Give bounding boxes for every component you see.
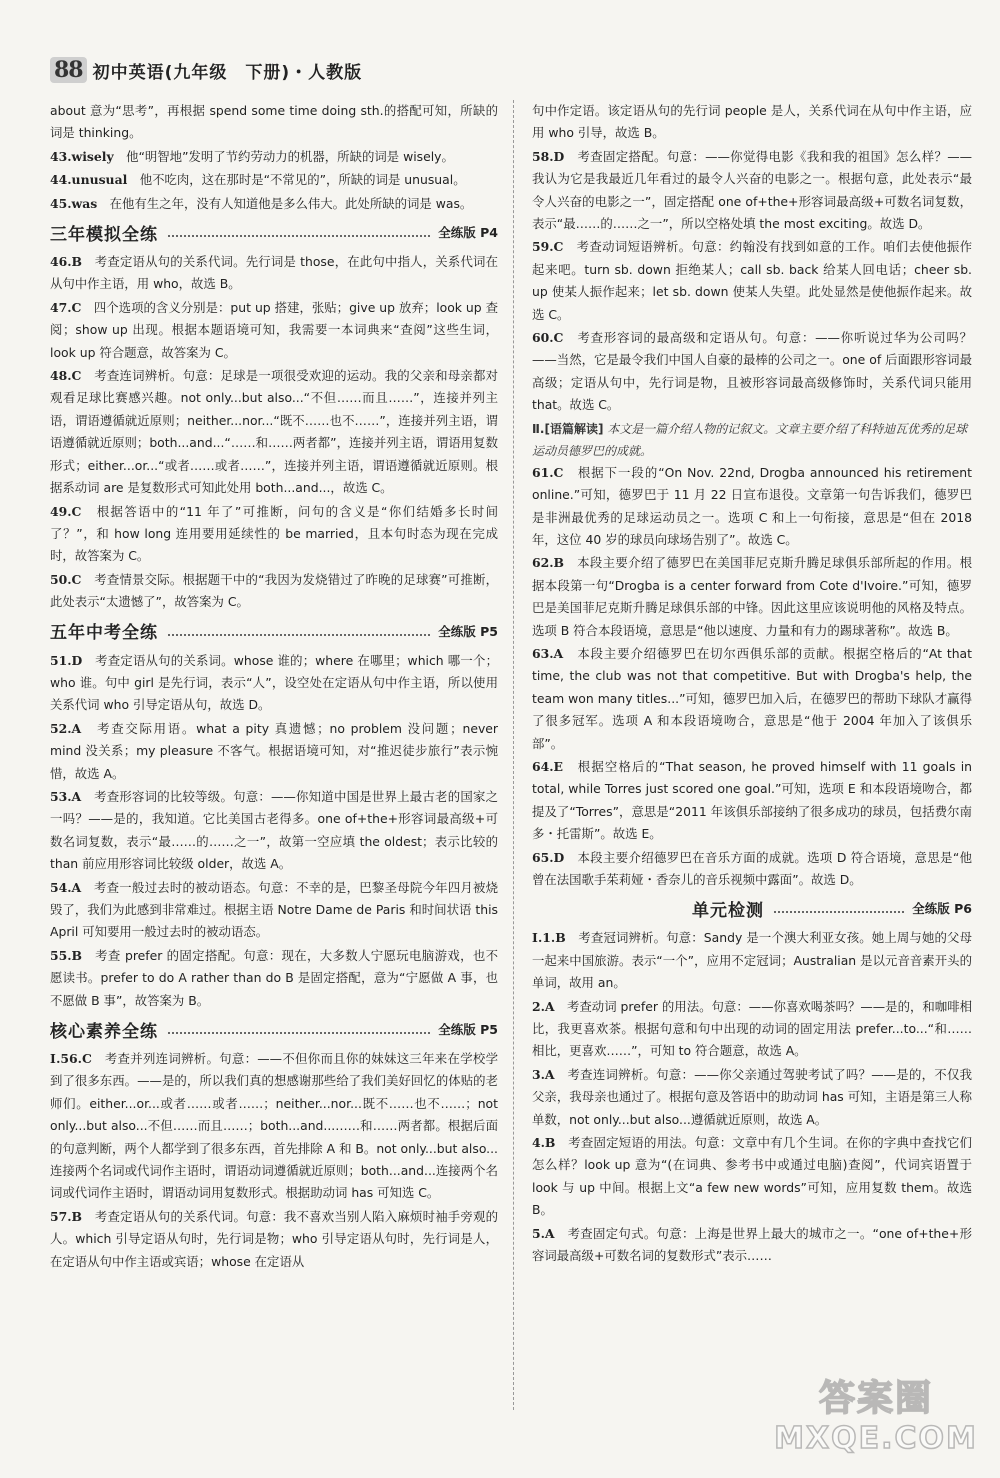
note-text: 本文是一篇介绍人物的记叙文。文章主要介绍了科特迪瓦优秀的足球运动员德罗巴的成就。 — [532, 421, 968, 458]
answer-entry — [50, 501, 498, 568]
answer-number: 53.A — [50, 788, 82, 804]
answer-explanation: 考查固定句式。句意：上海是世界上最大的城市之一。“one of+the+形容词最高级+可数名词的复数形式”表示…… — [532, 1225, 972, 1264]
answer-number: 3.A — [532, 1066, 555, 1082]
answer-entry — [532, 462, 972, 552]
section-heading — [50, 219, 498, 245]
answer-number: 61.C — [532, 464, 564, 480]
answer-number: 57.B — [50, 1208, 83, 1224]
answer-explanation: 考查动词短语辨析。句意：约翰没有找到如意的工作。咱们去使他振作起来吧。turn sb. down 拒绝某人；call sb. back 给某人回电话；cheer sb. up 使某人振作起来；let sb. down 使某人失望。此处显然是使他振作起来。故选 C。 — [532, 239, 973, 322]
answer-entry — [50, 877, 498, 944]
section-title: 单元检测 — [692, 900, 764, 921]
answer-entry — [50, 945, 498, 1012]
watermark-line2: MXQE.COM — [774, 1421, 978, 1456]
answer-explanation: 本段主要介绍德罗巴在音乐方面的成就。选项 D 符合语境，意思是“他曾在法国歌手茱莉娅・香奈儿的音乐视频中露面”。故选 D。 — [532, 849, 973, 887]
section-title: 三年模拟全练 — [50, 224, 158, 245]
answer-number: 55.B — [50, 947, 83, 963]
answer-explanation: 考查 prefer 的固定搭配。句意：现在，大多数人宁愿玩电脑游戏，也不愿读书。prefer to do A rather than do B 是固定搭配，意为“宁愿做 A 事，也不愿做 B 事”，故答案为 B。 — [50, 947, 498, 1008]
answer-explanation: 本段主要介绍德罗巴在切尔西俱乐部的贡献。根据空格后的“At that time, the club was not that competitive. But with Drogba's help, the team won many titles...”可知，德罗巴加入后，在德罗巴的帮助下球队才赢得了很多冠军。选项 A 和本段语境吻合，意思是“他于 2004 年加入了该俱乐部”。 — [532, 645, 973, 751]
answer-explanation: 句中作定语。该定语从句的先行词 people 是人，关系代词在从句中作主语，应用 who 引导，故选 B。 — [532, 103, 972, 141]
answer-entry — [50, 193, 498, 215]
section-heading — [50, 1016, 498, 1042]
answer-number: 43.wisely — [50, 148, 114, 164]
answer-number: 59.C — [532, 239, 564, 255]
watermark-line1: 答案圈 — [818, 1377, 933, 1419]
answer-explanation: 考查冠词辨析。句意：Sandy 是一个澳大利亚女孩。她上周与她的父母一起来中国旅游。表示“一个”，应用不定冠词；Australian 是以元音音素开头的单词，故用 an。 — [532, 930, 972, 991]
answer-number: Ⅰ.56.C — [50, 1051, 92, 1067]
answer-entry — [50, 650, 498, 717]
page-number: 88 — [50, 57, 87, 83]
answer-explanation: 考查定语从句的关系代词。句意：我不喜欢当别人陷入麻烦时袖手旁观的人。which 引导定语从句时，先行词是物；who 引导定语从句时，先行词是人，在定语从句中作主语或宾语；whose 在定语从 — [50, 1208, 499, 1269]
answer-entry — [532, 1223, 972, 1268]
answer-explanation: 考查并列连词辨析。句意：——不但你而且你的妹妹这三年来在学校学到了很多东西。——是的，所以我们真的想感谢那些给了我们美好回忆的体贴的老师们。either...or...或者……或者……；neither...nor...既不……也不……；not only...but also...不但……而且……；both...and...……和……两者都。根据后面的句意判断，两个人都学到了很多东西，首先排除 A 和 B。not only...but also...连接两个名词或代词作主语时，谓语动词遵循就近原则；both...and...连接两个名词或代词作主语时，谓语动词用复数形式。根据助动词 has 可知选 C。 — [50, 1051, 499, 1201]
answer-explanation: 根据答语中的“11 年了”可推断，问句的含义是“你们结婚多长时间了？”，和 how long 连用要用延续性的 be married，且本句时态为现在完成时，故答案为 C。 — [50, 503, 498, 564]
answer-number: Ⅰ.1.B — [532, 930, 566, 946]
answer-number: 46.B — [50, 254, 83, 270]
answer-explanation: 根据下一段的“On Nov. 22nd, Drogba announced his retirement online.”可知，德罗巴于 11 月 22 日宣布退役。文章第一句告诉我们，德罗巴是非洲最优秀的足球运动员之一。选项 C 和上一句衔接，意思是“但在 2018 年，这位 40 岁的球员向球场告别了”。故选 C。 — [532, 464, 972, 547]
section-title: 核心素养全练 — [50, 1021, 158, 1042]
answer-entry — [50, 786, 498, 876]
answer-explanation: 本段主要介绍了德罗巴在美国菲尼克斯升腾足球俱乐部所起的作用。根据本段第一句“Drogba is a center forward from Cote d'Ivoire.”可知，德罗巴是美国菲尼克斯升腾足球俱乐部的中锋。因此这里应该说明他的风格及特点。选项 B 符合本段语境，意思是“他以速度、力量和有力的踢球著称”。故选 B。 — [532, 555, 973, 638]
answer-explanation: 考查情景交际。根据题干中的“我因为发烧错过了昨晚的足球赛”可推断，此处表示“太遗憾了”，故答案为 C。 — [50, 571, 499, 610]
answer-explanation: 考查形容词的比较等级。句意：——你知道中国是世界上最古老的国家之一吗？——是的，我知道。它比美国古老得多。one of+the+形容词最高级+可数名词复数，表示“最……的……之一”，故第一空应填 the oldest；表示比较的 than 前应用形容词比较级 older，故选 A。 — [50, 788, 499, 872]
dotted-leader — [774, 911, 904, 913]
answer-explanation: 考查形容词的最高级和定语从句。句意：——你听说过华为公司吗？——当然，它是最令我们中国人自豪的最棒的公司之一。one of 后面跟形容词最高级；定语从句中，先行词是物，且被形容词最高级修饰时，关系代词只能用 that。故选 C。 — [532, 330, 973, 413]
answer-explanation: 考查固定短语的用法。句意：文章中有几个生词。在你的字典中查找它们怎么样？look up 意为“(在词典、参考书中或通过电脑)查阅”，代词宾语置于 look 与 up 中间。根据上文“a few new words”可知，应用复数 them。故选 B。 — [532, 1135, 973, 1218]
answer-number: 50.C — [50, 571, 82, 587]
answer-entry — [532, 756, 972, 846]
section-heading — [50, 618, 498, 644]
answer-number: 45.was — [50, 195, 98, 211]
answer-number: 49.C — [50, 503, 82, 519]
answer-explanation: 根据空格后的“That season, he proved himself with 11 goals in total, while Torres just scored one goal.”可知，选项 E 和本段语境吻合，都提及了“Torres”，意思是“2011 年该俱乐部接纳了很多成功的球员，包括费尔南多・托雷斯”。故选 E。 — [532, 758, 972, 842]
passage-note — [532, 418, 972, 462]
answer-number: 4.B — [532, 1135, 556, 1151]
dotted-leader — [168, 634, 430, 636]
answer-entry — [532, 1132, 972, 1222]
answer-entry — [50, 569, 498, 614]
answer-entry — [532, 552, 972, 642]
section-page-ref: 全练版 P5 — [438, 1022, 498, 1038]
answer-entry — [50, 297, 498, 364]
section-page-ref: 全练版 P5 — [438, 623, 498, 639]
right-column — [532, 100, 972, 1269]
answer-number: 60.C — [532, 330, 564, 346]
section-page-ref: 全练版 P4 — [438, 225, 498, 241]
answer-explanation: 四个选项的含义分别是：put up 搭建，张贴；give up 放弃；look up 查阅；show up 出现。根据本题语境可知，我需要一本词典来“查阅”这些生词，look up 符合题意，故答案为 C。 — [50, 299, 499, 360]
answer-explanation: about 意为“思考”，再根据 spend some time doing sth.的搭配可知，所缺的词是 thinking。 — [50, 103, 498, 141]
answer-entry — [532, 100, 972, 145]
answer-explanation: 考查一般过去时的被动语态。句意：不幸的是，巴黎圣母院今年四月被烧毁了，我们为此感到非常难过。根据主语 Notre Dame de Paris 和时间状语 this April 可知要用一般过去时的被动语态。 — [50, 879, 499, 940]
answer-entry — [532, 146, 972, 236]
book-title: 初中英语(九年级 下册)・人教版 — [92, 62, 363, 83]
answer-number: 54.A — [50, 879, 82, 895]
answer-entry — [50, 1206, 498, 1273]
site-watermark — [766, 1370, 986, 1470]
section-page-ref: 全练版 P6 — [912, 901, 972, 917]
answer-number: 48.C — [50, 368, 82, 384]
answer-entry — [50, 1048, 498, 1205]
answer-number: 65.D — [532, 849, 565, 865]
answer-explanation: 考查固定搭配。句意：——你觉得电影《我和我的祖国》怎么样？——我认为它是我最近几年看过的最令人兴奋的电影之一。根据句意，此处表示“最令人兴奋的电影之一”，固定搭配 one of+the+形容词最高级+可数名词复数，表示“最……的……之一”，所以空格处填 the most exciting。故选 D。 — [532, 148, 973, 232]
answer-number: 51.D — [50, 652, 83, 668]
answer-entry — [50, 146, 498, 168]
answer-explanation: 他“明智地”发明了节约劳动力的机器，所缺的词是 wisely。 — [126, 148, 454, 164]
note-tag: Ⅱ.[语篇解读] — [532, 421, 604, 436]
answer-explanation: 考查定语从句的关系代词。先行词是 those，在此句中指人，关系代词在从句中作主语，用 who，故选 B。 — [50, 254, 499, 292]
answer-explanation: 在他有生之年，没有人知道他是多么伟大。此处所缺的词是 was。 — [109, 195, 473, 211]
answer-explanation: 考查连词辨析。句意：足球是一项很受欢迎的运动。我的父亲和母亲都对观看足球比赛感兴趣。not only...but also...“不但……而且……”，连接并列主语，谓语遵循就近原则；neither...nor...“既不……也不……”，连接并列主语，谓语遵循就近原则；both...and...“……和……两者都”，连接并列主语，谓语用复数形式；either...or...“或者……或者……”，连接并列主语，谓语遵循就近原则。根据系动词 are 是复数形式可知此处用 both...and...，故选 C。 — [50, 368, 499, 496]
answer-explanation: 考查定语从句的关系词。whose 谁的；where 在哪里；which 哪一个；who 谁。句中 girl 是先行词，表示“人”，设空处在定语从句中作主语，所以使用关系代词 who 引导定语从句，故选 D。 — [50, 652, 499, 713]
answer-number: 44.unusual — [50, 172, 128, 188]
answer-explanation: 考查交际用语。what a pity 真遗憾；no problem 没问题；never mind 没关系；my pleasure 不客气。根据语境可知，对“推迟徒步旅行”表示惋惜，故选 A。 — [50, 720, 499, 781]
answer-number: 62.B — [532, 555, 565, 571]
answer-number: 5.A — [532, 1225, 555, 1241]
answer-entry — [532, 927, 972, 994]
answer-entry — [532, 327, 972, 417]
answer-entry — [50, 251, 498, 296]
answer-explanation: 考查连词辨析。句意：——你父亲通过驾驶考试了吗？——是的，不仅我父亲，我母亲也通过了。根据句意及答语中的助动词 has 可知，主语是第三人称单数，not only...but also...遵循就近原则，故选 A。 — [532, 1066, 973, 1127]
left-column — [50, 100, 498, 1274]
answer-explanation: 考查动词 prefer 的用法。句意：——你喜欢喝茶吗？——是的，和咖啡相比，我更喜欢茶。根据句意和句中出现的动词的固定用法 prefer...to...“和……相比，更喜欢……”，可知 to 符合题意，故选 A。 — [532, 998, 972, 1059]
answer-number: 63.A — [532, 645, 564, 661]
column-divider — [513, 100, 514, 1410]
answer-entry — [50, 718, 498, 785]
answer-entry — [50, 100, 498, 145]
dotted-leader — [168, 235, 430, 237]
section-title: 五年中考全练 — [50, 623, 158, 644]
answer-number: 64.E — [532, 758, 564, 774]
answer-entry — [532, 1064, 972, 1131]
answer-number: 58.D — [532, 148, 565, 164]
answer-number: 2.A — [532, 998, 555, 1014]
answer-entry — [532, 643, 972, 755]
page-header — [50, 52, 362, 88]
dotted-leader — [168, 1032, 430, 1034]
answer-entry — [532, 996, 972, 1063]
answer-entry — [50, 169, 498, 191]
answer-entry — [532, 847, 972, 892]
section-heading — [692, 895, 972, 921]
answer-explanation: 他不吃肉，这在那时是“不常见的”，所缺的词是 unusual。 — [139, 172, 466, 188]
answer-entry — [50, 365, 498, 499]
answer-entry — [532, 236, 972, 326]
answer-number: 52.A — [50, 720, 82, 736]
answer-number: 47.C — [50, 299, 82, 315]
